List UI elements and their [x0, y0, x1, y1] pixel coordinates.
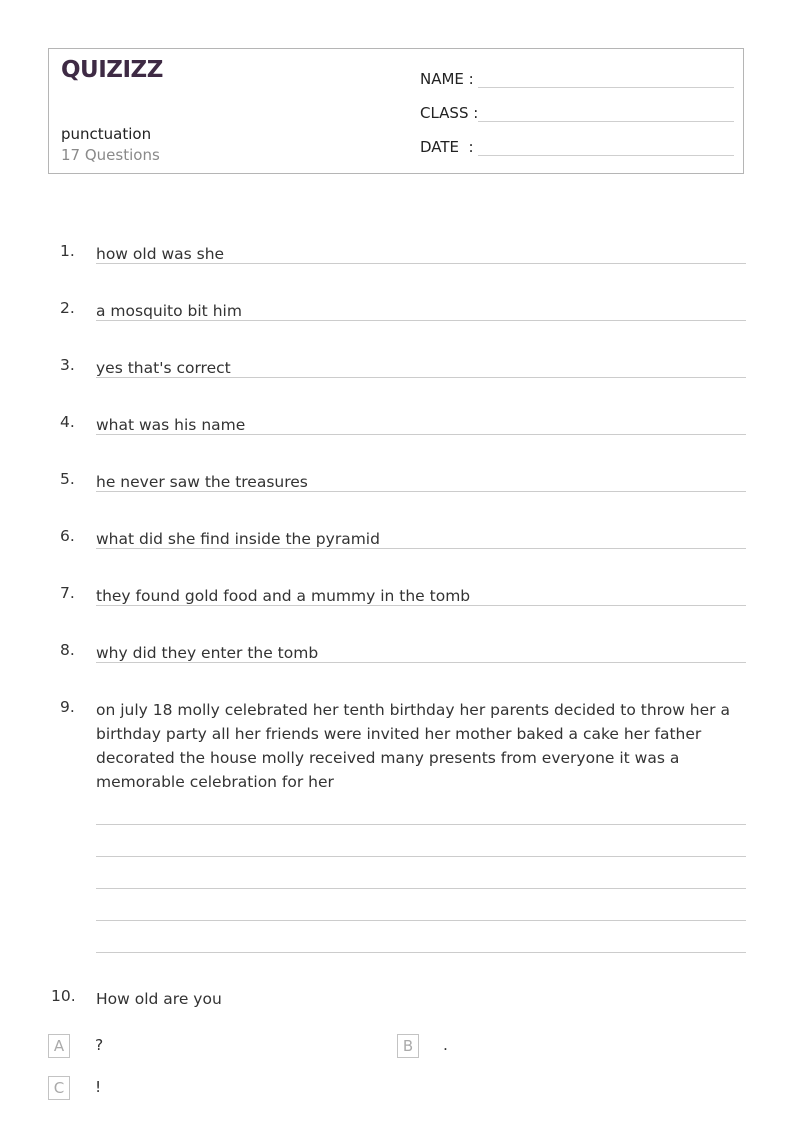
answer-line[interactable] — [96, 605, 746, 606]
date-field — [420, 137, 734, 156]
question-text: on july 18 molly celebrated her tenth birthday her parents decided to throw her a birthday party all her friends were invited her mother baked a cake her father decorated the house molly received many presents from everyone it was a memorable celebration for her — [96, 701, 730, 791]
option-c-text[interactable]: ! — [95, 1078, 102, 1096]
question-text: what did she find inside the pyramid — [96, 530, 380, 548]
worksheet-header — [48, 48, 744, 174]
question-number: 1. — [60, 242, 75, 260]
date-input-line[interactable] — [478, 137, 734, 156]
answer-line[interactable] — [96, 434, 746, 435]
answer-line[interactable] — [96, 952, 746, 953]
question-text: how old was she — [96, 245, 225, 263]
name-label: NAME : — [420, 70, 474, 88]
question-number: 4. — [60, 413, 75, 431]
answer-line[interactable] — [96, 824, 746, 825]
question-number: 9. — [60, 698, 75, 716]
answer-line[interactable] — [96, 920, 746, 921]
question-text: why did they enter the tomb — [96, 644, 319, 662]
question-number: 5. — [60, 470, 75, 488]
question-number: 7. — [60, 584, 75, 602]
option-c-box[interactable]: C — [48, 1076, 70, 1100]
name-field — [420, 69, 734, 88]
question-text: what was his name — [96, 416, 246, 434]
answer-line[interactable] — [96, 491, 746, 492]
question-text: yes that's correct — [96, 359, 231, 377]
question-count: 17 Questions — [61, 146, 160, 164]
date-label: DATE : — [420, 138, 474, 156]
answer-line[interactable] — [96, 548, 746, 549]
answer-line[interactable] — [96, 662, 746, 663]
question-number: 8. — [60, 641, 75, 659]
class-input-line[interactable] — [478, 103, 734, 122]
question-number: 6. — [60, 527, 75, 545]
option-b-text[interactable]: . — [443, 1036, 448, 1054]
option-a-box[interactable]: A — [48, 1034, 70, 1058]
answer-line[interactable] — [96, 856, 746, 857]
class-label: CLASS : — [420, 104, 479, 122]
question-text: How old are you — [96, 990, 222, 1008]
question-number: 10. — [51, 987, 76, 1005]
question-number: 2. — [60, 299, 75, 317]
worksheet-title: punctuation — [61, 125, 152, 143]
question-number: 3. — [60, 356, 75, 374]
name-input-line[interactable] — [478, 69, 734, 88]
quizizz-logo: QUIZIZZ — [61, 57, 163, 83]
question-text: a mosquito bit him — [96, 302, 242, 320]
question-text: they found gold food and a mummy in the tomb — [96, 587, 471, 605]
answer-line[interactable] — [96, 320, 746, 321]
option-a-text[interactable]: ? — [95, 1036, 104, 1054]
option-b-box[interactable]: B — [397, 1034, 419, 1058]
class-field — [420, 103, 734, 122]
answer-line[interactable] — [96, 888, 746, 889]
answer-line[interactable] — [96, 263, 746, 264]
answer-line[interactable] — [96, 377, 746, 378]
question-text: he never saw the treasures — [96, 473, 308, 491]
